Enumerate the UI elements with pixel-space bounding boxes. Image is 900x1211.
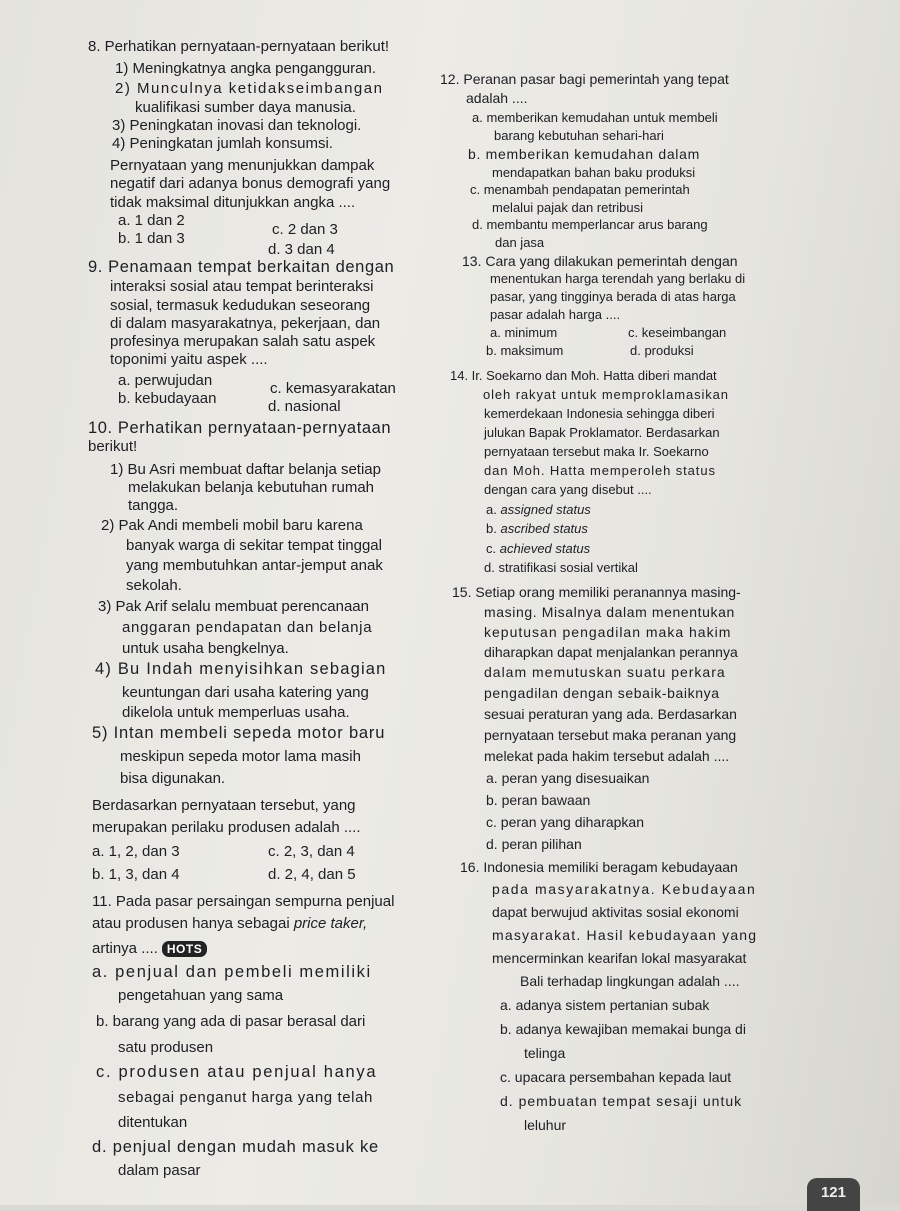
q8-body: Pernyataan yang menunjukkan dampak	[110, 157, 375, 174]
q9-text: interaksi sosial atau tempat berinteraksi	[110, 278, 374, 295]
q11-text: artinya .... HOTS	[92, 940, 207, 957]
q9-text: sosial, termasuk kedudukan seseorang	[110, 297, 371, 314]
q14-text: kemerdekaan Indonesia sehingga diberi	[484, 406, 715, 421]
q14-option-c: c. achieved status	[486, 541, 591, 556]
q10-option-d: d. 2, 4, dan 5	[268, 866, 356, 883]
q13-option-d: d. produksi	[630, 343, 694, 358]
q9-text: profesinya merupakan salah satu aspek	[110, 333, 376, 350]
q12-text: 12. Peranan pasar bagi pemerintah yang tepat	[440, 71, 729, 87]
q14-text: oleh rakyat untuk memproklamasikan	[483, 387, 729, 402]
q12-option-d: d. membantu memperlancar arus barang	[472, 217, 708, 232]
q16-text: pada masyarakatnya. Kebudayaan	[492, 881, 757, 897]
q8-body: tidak maksimal ditunjukkan angka ....	[110, 194, 356, 211]
hots-badge: HOTS	[162, 941, 207, 957]
q13-text: pasar adalah harga ....	[490, 307, 621, 322]
q10-item: untuk usaha bengkelnya.	[122, 640, 289, 657]
q14-text: julukan Bapak Proklamator. Berdasarkan	[484, 425, 720, 440]
q12-option-b: b. memberikan kemudahan dalam	[468, 146, 700, 162]
q11-text: 11. Pada pasar persaingan sempurna penjual	[92, 893, 395, 910]
q12-option-a: barang kebutuhan sehari-hari	[494, 128, 664, 143]
q13-option-a: a. minimum	[490, 325, 558, 340]
q10-item: melakukan belanja kebutuhan rumah	[128, 479, 374, 496]
q10-body: Berdasarkan pernyataan tersebut, yang	[92, 797, 356, 814]
q11-option-a: pengetahuan yang sama	[118, 987, 284, 1004]
q9-option-a: a. perwujudan	[118, 372, 213, 389]
q15-option-a: a. peran yang disesuaikan	[486, 770, 650, 786]
q8-option-d: d. 3 dan 4	[268, 241, 335, 258]
q15-option-b: b. peran bawaan	[486, 792, 591, 808]
q11-option-c: c. produsen atau penjual hanya	[96, 1063, 378, 1081]
q10-option-c: c. 2, 3, dan 4	[268, 843, 355, 860]
q10-item: 4) Bu Indah menyisihkan sebagian	[95, 660, 387, 678]
q9-text: toponimi yaitu aspek ....	[110, 351, 268, 368]
q8-item: 2) Munculnya ketidakseimbangan	[115, 80, 384, 97]
q15-text: melekat pada hakim tersebut adalah ....	[484, 748, 730, 764]
q12-option-c: melalui pajak dan retribusi	[492, 200, 644, 215]
q10-item: keuntungan dari usaha katering yang	[122, 684, 369, 701]
q10-text: berikut!	[88, 438, 138, 455]
q15-text: diharapkan dapat menjalankan perannya	[484, 644, 738, 660]
q16-text: dapat berwujud aktivitas sosial ekonomi	[492, 904, 739, 920]
q8-item: 1) Meningkatnya angka pengangguran.	[115, 60, 377, 77]
q10-body: merupakan perilaku produsen adalah ....	[92, 819, 361, 836]
q9-text: di dalam masyarakatnya, pekerjaan, dan	[110, 315, 381, 332]
q8-stem: 8. Perhatikan pernyataan-pernyataan berikut!	[88, 38, 390, 55]
q15-text: dalam memutuskan suatu perkara	[484, 664, 726, 680]
q15-text: pernyataan tersebut maka peranan yang	[484, 727, 737, 743]
q12-option-c: c. menambah pendapatan pemerintah	[470, 182, 690, 197]
q16-option-d: leluhur	[524, 1117, 567, 1133]
q10-item: 1) Bu Asri membuat daftar belanja setiap	[110, 461, 381, 478]
q10-item: 3) Pak Arif selalu membuat perencanaan	[98, 598, 369, 615]
q11-option-b: b. barang yang ada di pasar berasal dari	[96, 1013, 366, 1030]
q10-item: bisa digunakan.	[120, 770, 226, 787]
q13-text: 13. Cara yang dilakukan pemerintah dengan	[462, 253, 738, 269]
q13-text: menentukan harga terendah yang berlaku di	[490, 271, 746, 286]
q9-option-c: c. kemasyarakatan	[270, 380, 396, 397]
q11-option-d: dalam pasar	[118, 1162, 201, 1179]
q10-option-b: b. 1, 3, dan 4	[92, 866, 180, 883]
q14-text: dengan cara yang disebut ....	[484, 482, 652, 497]
q9-option-b: b. kebudayaan	[118, 390, 217, 407]
q14-text: 14. Ir. Soekarno dan Moh. Hatta diberi mandat	[450, 368, 717, 383]
q12-option-d: dan jasa	[495, 235, 545, 250]
q14-text: dan Moh. Hatta memperoleh status	[484, 463, 716, 478]
q12-text: adalah ....	[466, 90, 528, 106]
q12-option-b: mendapatkan bahan baku produksi	[492, 165, 696, 180]
q10-option-a: a. 1, 2, dan 3	[92, 843, 180, 860]
q10-item: tangga.	[128, 497, 179, 514]
q16-option-b: telinga	[524, 1045, 566, 1061]
q14-text: pernyataan tersebut maka Ir. Soekarno	[484, 444, 709, 459]
q15-option-d: d. peran pilihan	[486, 836, 582, 852]
q9-option-d: d. nasional	[268, 398, 341, 415]
q8-item: 4) Peningkatan jumlah konsumsi.	[112, 135, 333, 152]
q10-item: 5) Intan membeli sepeda motor baru	[92, 724, 386, 742]
q11-option-c: ditentukan	[118, 1114, 188, 1131]
q11-option-c: sebagai penganut harga yang telah	[118, 1089, 373, 1106]
q8-item: kualifikasi sumber daya manusia.	[135, 99, 356, 116]
q13-option-b: b. maksimum	[486, 343, 564, 358]
q10-item: dikelola untuk memperluas usaha.	[122, 704, 350, 721]
q16-text: Bali terhadap lingkungan adalah ....	[520, 973, 740, 989]
q8-item: 3) Peningkatan inovasi dan teknologi.	[112, 117, 362, 134]
q11-option-a: a. penjual dan pembeli memiliki	[92, 963, 372, 981]
q15-text: 15. Setiap orang memiliki peranannya masing-	[452, 584, 741, 600]
q15-text: sesuai peraturan yang ada. Berdasarkan	[484, 706, 737, 722]
q15-text: keputusan pengadilan maka hakim	[484, 624, 732, 640]
q14-option-b: b. ascribed status	[486, 521, 588, 536]
page-number: 121	[807, 1178, 860, 1211]
q10-item: yang membutuhkan antar-jemput anak	[126, 557, 383, 574]
q10-item: 2) Pak Andi membeli mobil baru karena	[101, 517, 363, 534]
q16-text: masyarakat. Hasil kebudayaan yang	[492, 927, 758, 943]
q9-text: 9. Penamaan tempat berkaitan dengan	[88, 258, 395, 276]
q15-option-c: c. peran yang diharapkan	[486, 814, 644, 830]
q11-text: atau produsen hanya sebagai price taker,	[92, 915, 368, 932]
q10-text: 10. Perhatikan pernyataan-pernyataan	[88, 419, 392, 437]
q11-option-d: d. penjual dengan mudah masuk ke	[92, 1138, 380, 1156]
q8-option-a: a. 1 dan 2	[118, 212, 185, 229]
q16-option-c: c. upacara persembahan kepada laut	[500, 1069, 732, 1085]
q14-option-d: d. stratifikasi sosial vertikal	[484, 560, 638, 575]
q13-text: pasar, yang tingginya berada di atas harga	[490, 289, 736, 304]
q13-option-c: c. keseimbangan	[628, 325, 727, 340]
q16-text: 16. Indonesia memiliki beragam kebudayaan	[460, 859, 738, 875]
q8-option-c: c. 2 dan 3	[272, 221, 338, 238]
q16-option-b: b. adanya kewajiban memakai bunga di	[500, 1021, 746, 1037]
q8-option-b: b. 1 dan 3	[118, 230, 185, 247]
q10-item: sekolah.	[126, 577, 182, 594]
q10-item: anggaran pendapatan dan belanja	[122, 619, 373, 636]
q15-text: pengadilan dengan sebaik-baiknya	[484, 685, 720, 701]
q14-option-a: a. assigned status	[486, 502, 591, 517]
q16-option-a: a. adanya sistem pertanian subak	[500, 997, 710, 1013]
q15-text: masing. Misalnya dalam menentukan	[484, 604, 735, 620]
q12-option-a: a. memberikan kemudahan untuk membeli	[472, 110, 718, 125]
q10-item: meskipun sepeda motor lama masih	[120, 748, 361, 765]
q16-option-d: d. pembuatan tempat sesaji untuk	[500, 1093, 743, 1109]
q16-text: mencerminkan kearifan lokal masyarakat	[492, 950, 747, 966]
q10-item: banyak warga di sekitar tempat tinggal	[126, 537, 382, 554]
q8-body: negatif dari adanya bonus demografi yang	[110, 175, 391, 192]
q11-option-b: satu produsen	[118, 1039, 214, 1056]
